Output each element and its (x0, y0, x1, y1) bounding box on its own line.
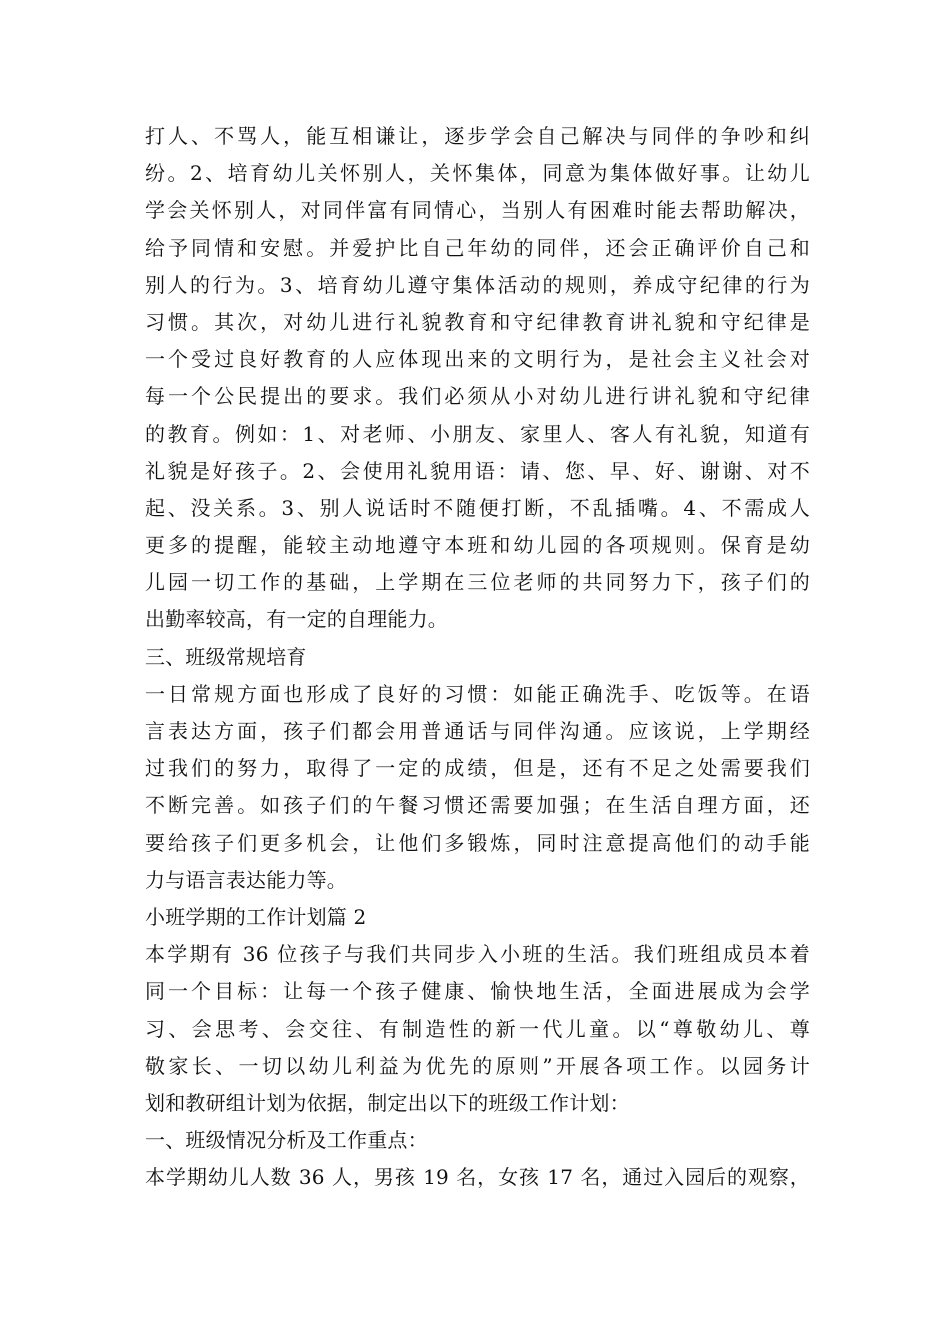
text-line: 更多的提醒，能较主动地遵守本班和幼儿园的各项规则。保育是幼 (145, 533, 810, 558)
text-line: 本学期有 36 位孩子与我们共同步入小班的生活。我们班组成员本着 (145, 942, 810, 967)
text-line: 起、没关系。3、别人说话时不随便打断，不乱插嘴。4、不需成人 (145, 495, 810, 520)
section-heading: 三、班级常规培育 (145, 644, 307, 669)
section-heading: 一、班级情况分析及工作重点： (145, 1128, 428, 1153)
text-line: 学会关怀别人，对同伴富有同情心，当别人有困难时能去帮助解决， (145, 198, 810, 223)
text-line: 划和教研组计划为依据，制定出以下的班级工作计划： (145, 1090, 630, 1115)
text-line: 礼貌是好孩子。2、会使用礼貌用语：请、您、早、好、谢谢、对不 (145, 458, 810, 483)
text-line: 言表达方面，孩子们都会用普通话与同伴沟通。应该说，上学期经 (145, 719, 810, 743)
text-line: 敬家长、一切以幼儿利益为优先的原则”开展各项工作。以园务计 (145, 1053, 810, 1078)
text-line: 出勤率较高，有一定的自理能力。 (145, 607, 448, 632)
text-line: 过我们的努力，取得了一定的成绩，但是，还有不足之处需要我们 (145, 756, 810, 781)
text-line: 同一个目标：让每一个孩子健康、愉快地生活，全面进展成为会学 (145, 979, 810, 1004)
text-line: 习、会思考、会交往、有制造性的新一代儿童。以“尊敬幼儿、尊 (145, 1016, 810, 1041)
text-line: 打人、不骂人，能互相谦让，逐步学会自己解决与同伴的争吵和纠 (145, 124, 810, 148)
text-line: 的教育。例如：1、对老师、小朋友、家里人、客人有礼貌，知道有 (145, 421, 810, 446)
text-line: 给予同情和安慰。并爱护比自己年幼的同伴，还会正确评价自己和 (145, 235, 810, 260)
text-line: 别人的行为。3、培育幼儿遵守集体活动的规则，养成守纪律的行为 (145, 272, 810, 297)
text-line: 习惯。其次，对幼儿进行礼貌教育和守纪律教育讲礼貌和守纪律是 (145, 309, 810, 334)
document-body (145, 118, 810, 1196)
text-line: 要给孩子们更多机会，让他们多锻炼，同时注意提高他们的动手能 (145, 830, 810, 855)
text-line: 每一个公民提出的要求。我们必须从小对幼儿进行讲礼貌和守纪律 (145, 384, 810, 409)
text-line: 一日常规方面也形成了良好的习惯：如能正确洗手、吃饭等。在语 (145, 681, 810, 706)
text-line: 儿园一切工作的基础，上学期在三位老师的共同努力下，孩子们的 (145, 570, 810, 595)
text-line: 本学期幼儿人数 36 人，男孩 19 名，女孩 17 名，通过入园后的观察， (145, 1165, 810, 1190)
text-line: 力与语言表达能力等。 (145, 867, 347, 892)
text-line: 不断完善。如孩子们的午餐习惯还需要加强；在生活自理方面，还 (145, 793, 810, 818)
section-heading: 小班学期的工作计划篇 2 (145, 904, 367, 929)
text-line: 一个受过良好教育的人应体现出来的文明行为，是社会主义社会对 (145, 347, 810, 372)
text-line: 纷。2、培育幼儿关怀别人，关怀集体，同意为集体做好事。让幼儿 (145, 161, 810, 186)
